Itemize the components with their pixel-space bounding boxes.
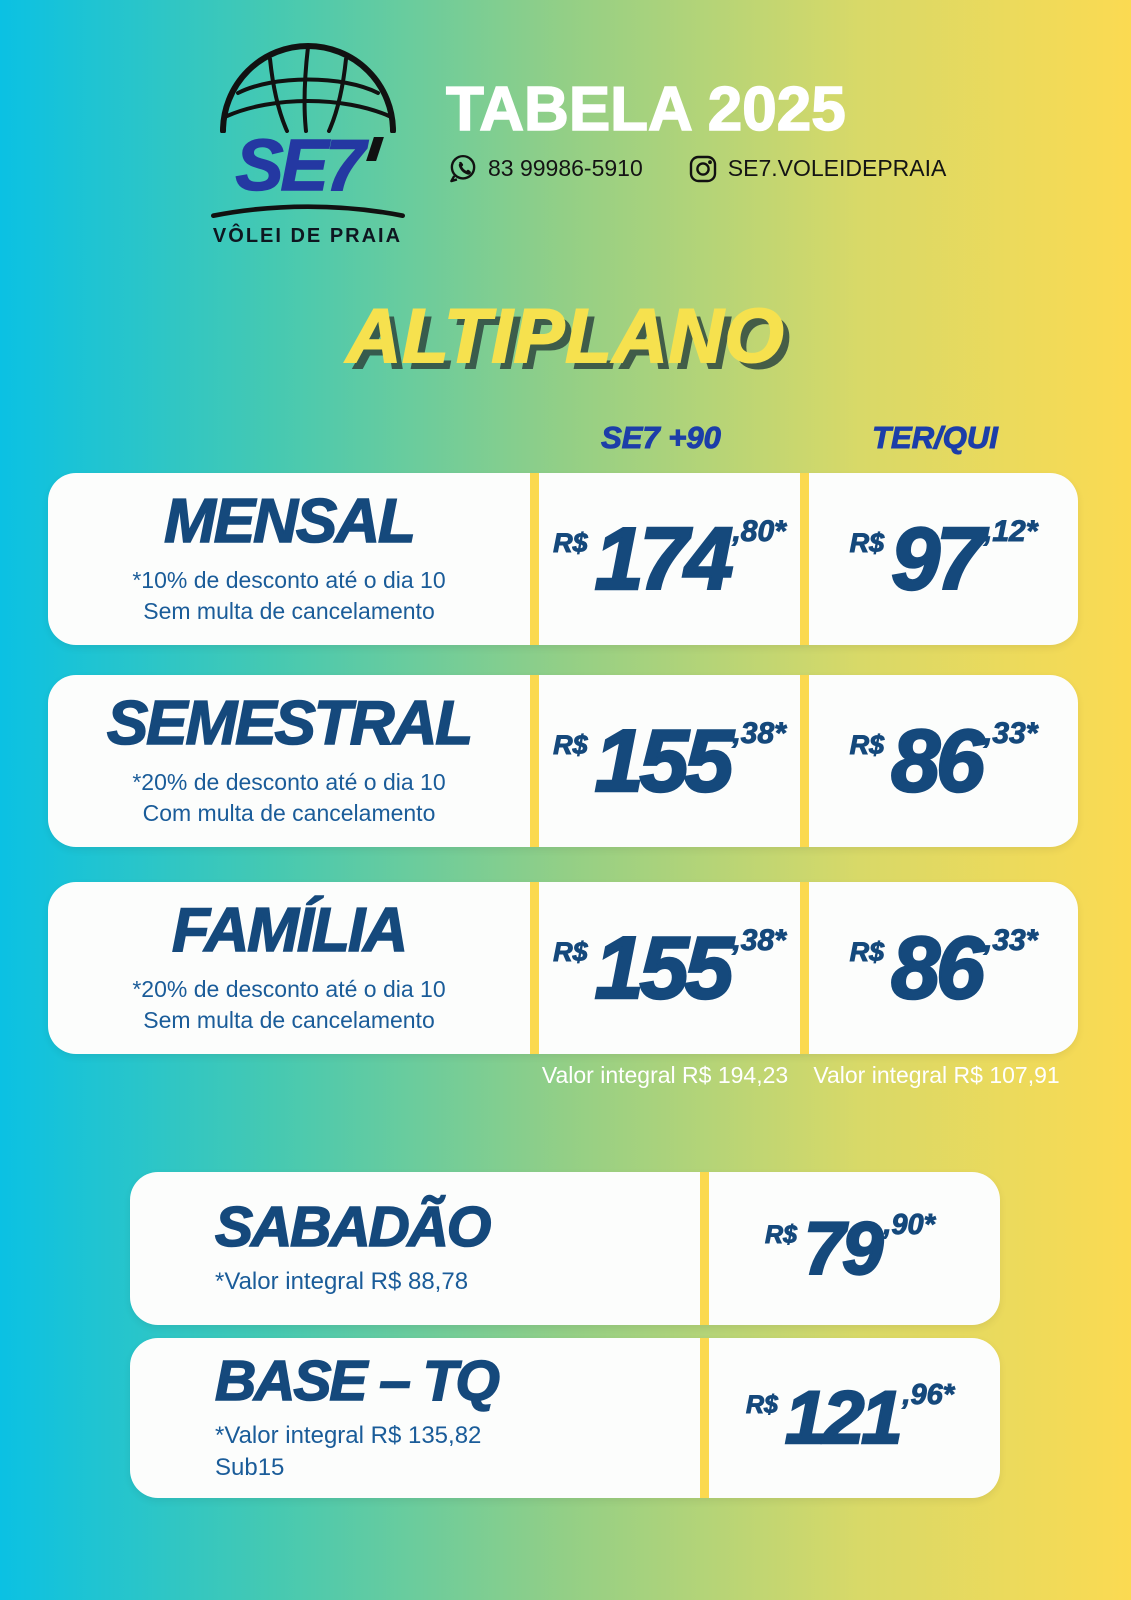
plan-name: FAMÍLIA xyxy=(172,895,406,965)
plan-note: Sem multa de cancelamento xyxy=(143,598,435,624)
plan-name: MENSAL xyxy=(164,486,414,556)
price xyxy=(709,1338,991,1498)
plan-info xyxy=(48,675,530,847)
price-cents: ,38* xyxy=(732,924,786,957)
brand-line xyxy=(205,126,410,206)
location-title: ALTIPLANO xyxy=(346,294,785,379)
instagram-handle: SE7.VOLEIDEPRAIA xyxy=(727,155,947,181)
plan-card-mensal xyxy=(48,473,1078,645)
price-amount: 86 xyxy=(891,711,981,810)
currency-label: R$ xyxy=(849,729,885,760)
plan-note: Com multa de cancelamento xyxy=(142,800,436,826)
price-cents: ,96* xyxy=(902,1378,955,1411)
currency-label: R$ xyxy=(849,527,885,558)
price-ter-qui xyxy=(809,473,1078,645)
instagram-contact xyxy=(687,153,947,185)
price-ter-qui xyxy=(809,882,1078,1054)
price xyxy=(709,1172,991,1325)
plan-note: *20% de desconto até o dia 10 xyxy=(132,768,446,795)
plan-info xyxy=(48,882,530,1054)
column-header-ter-qui: TER/QUI xyxy=(872,420,998,455)
plan-card-base-tq xyxy=(130,1338,1000,1498)
plan-note: *20% de desconto até o dia 10 xyxy=(132,975,446,1002)
price-amount: 121 xyxy=(784,1376,900,1459)
brand-tagline: VÔLEI DE PRAIA xyxy=(212,225,403,247)
integral-note-ter-qui: Valor integral R$ 107,91 xyxy=(813,1062,1060,1088)
card-divider xyxy=(800,675,809,847)
currency-label: R$ xyxy=(553,729,588,760)
plan-note: *10% de desconto até o dia 10 xyxy=(132,566,446,593)
card-divider xyxy=(800,882,809,1054)
plan-note: *Valor integral R$ 135,82 xyxy=(215,1422,482,1450)
card-divider xyxy=(530,675,539,847)
card-divider xyxy=(700,1172,709,1325)
brand-accent-mark xyxy=(366,137,384,161)
plan-info xyxy=(48,473,530,645)
price-amount: 155 xyxy=(594,918,730,1017)
whatsapp-icon xyxy=(446,152,479,185)
price-amount: 174 xyxy=(594,509,730,608)
currency-label: R$ xyxy=(849,936,885,967)
plan-name: BASE – TQ xyxy=(215,1349,498,1414)
card-divider xyxy=(530,473,539,645)
card-divider xyxy=(700,1338,709,1498)
column-header-se7-90: SE7 +90 xyxy=(601,420,721,455)
plan-card-semestral xyxy=(48,675,1078,847)
price-cents: ,33* xyxy=(984,924,1038,957)
plan-note: Sub15 xyxy=(215,1453,285,1481)
price-se7-90 xyxy=(539,882,800,1054)
price-ter-qui xyxy=(809,675,1078,847)
price-cents: ,80* xyxy=(732,515,786,548)
plan-note: Sem multa de cancelamento xyxy=(143,1007,435,1033)
currency-label: R$ xyxy=(745,1390,778,1419)
volleyball-icon xyxy=(213,33,403,133)
page-title: TABELA 2025 xyxy=(446,75,846,144)
price-cents: ,12* xyxy=(984,515,1038,548)
contact-row xyxy=(446,152,946,185)
plan-note: *Valor integral R$ 88,78 xyxy=(215,1268,469,1296)
plan-name: SEMESTRAL xyxy=(106,688,472,758)
phone-number: 83 99986-5910 xyxy=(488,155,643,181)
price-amount: 86 xyxy=(891,918,981,1017)
price-amount: 97 xyxy=(891,509,981,608)
instagram-icon xyxy=(687,153,719,185)
integral-note-se7-90: Valor integral R$ 194,23 xyxy=(541,1062,789,1088)
price-cents: ,90* xyxy=(883,1209,935,1241)
plan-info xyxy=(130,1338,700,1498)
plan-name: SABADÃO xyxy=(215,1195,490,1260)
currency-label: R$ xyxy=(553,527,588,558)
plan-card-familia xyxy=(48,882,1078,1054)
price-se7-90 xyxy=(539,473,800,645)
currency-label: R$ xyxy=(553,936,588,967)
price-cents: ,38* xyxy=(732,717,786,750)
plan-card-sabadao xyxy=(130,1172,1000,1325)
card-divider xyxy=(530,882,539,1054)
price-se7-90 xyxy=(539,675,800,847)
price-amount: 155 xyxy=(594,711,730,810)
brand-name: SE7 xyxy=(235,126,363,206)
currency-label: R$ xyxy=(765,1221,798,1249)
price-amount: 79 xyxy=(804,1206,881,1290)
plan-info xyxy=(130,1172,700,1325)
card-divider xyxy=(800,473,809,645)
price-cents: ,33* xyxy=(984,717,1038,750)
whatsapp-contact xyxy=(446,152,643,185)
brand-logo xyxy=(205,33,410,248)
